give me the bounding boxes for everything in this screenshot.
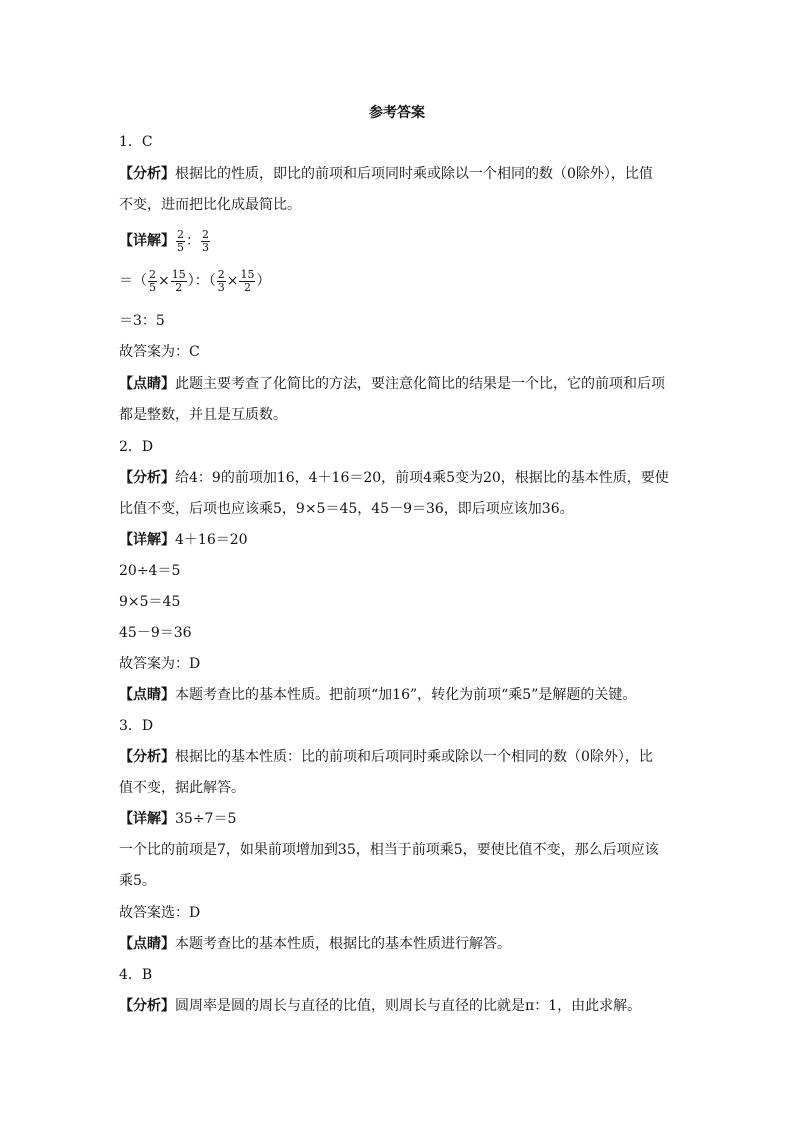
q1-detail-line-1: 【详解】 $\frac{2}{5}$ ： $\frac{2}{3}$ xyxy=(119,227,209,254)
detail-label: 【详解】 xyxy=(119,532,175,548)
fraction-2-3: $\frac{2}{3}$ xyxy=(217,267,225,294)
q4-number: 4．B xyxy=(119,967,153,983)
page-title: 参考答案 xyxy=(369,105,425,121)
detail-label: 【详解】 xyxy=(119,811,175,827)
fraction-2-3: $\frac{2}{3}$ xyxy=(202,227,209,254)
fraction-2-5: $\frac{2}{5}$ xyxy=(149,267,156,294)
analysis-label: 【分析】 xyxy=(119,998,175,1014)
q3-answer: 故答案选：D xyxy=(119,905,201,921)
q1-detail-line-2: ＝（ $\frac{2}{5}$ × $\frac{15}{2}$ ）：（ $\frac{2}{3}$ × $\frac{15}{2}$ ） xyxy=(119,267,271,294)
q3-detail-line-1: 【详解】35÷7＝5 xyxy=(119,811,237,827)
q2-analysis-line-1: 【分析】给4：9的前项加16，4＋16＝20，前项4乘5变为20，根据比的基本性质，要使 xyxy=(119,470,669,486)
comment-label: 【点睛】 xyxy=(119,936,175,952)
q3-comment-line-1: 【点睛】本题考查比的基本性质，根据比的基本性质进行解答。 xyxy=(119,936,511,952)
q3-analysis-line-1: 【分析】根据比的基本性质：比的前项和后项同时乘或除以一个相同的数（0除外），比 xyxy=(119,749,653,765)
analysis-label: 【分析】 xyxy=(119,749,175,765)
fraction-2-5: $\frac{2}{5}$ xyxy=(177,227,184,254)
comment-label: 【点睛】 xyxy=(119,376,175,392)
fraction-15-2: $\frac{15}{2}$ xyxy=(171,267,186,294)
q2-detail-line-2: 20÷4＝5 xyxy=(119,563,181,579)
q1-answer: 故答案为：C xyxy=(119,344,200,360)
analysis-label: 【分析】 xyxy=(119,470,175,486)
q2-number: 2．D xyxy=(119,439,154,455)
q2-analysis-line-2: 比值不变，后项也应该乘5，9×5＝45，45－9＝36，即后项应该加36。 xyxy=(119,501,574,517)
detail-label: 【详解】 xyxy=(119,233,175,249)
q1-comment-line-2: 都是整数，并且是互质数。 xyxy=(119,407,287,423)
q1-comment-line-1: 【点睛】此题主要考查了化简比的方法，要注意化简比的结果是一个比，它的前项和后项 xyxy=(119,376,665,392)
q4-analysis-line-1: 【分析】圆周率是圆的周长与直径的比值，则周长与直径的比就是π：1，由此求解。 xyxy=(119,998,642,1014)
q1-analysis-line-1: 【分析】根据比的性质，即比的前项和后项同时乘或除以一个相同的数（0除外），比值 xyxy=(119,166,653,182)
q3-number: 3．D xyxy=(119,718,154,734)
q3-detail-line-2: 一个比的前项是7，如果前项增加到35，相当于前项乘5，要使比值不变，那么后项应该 xyxy=(119,842,659,858)
q3-analysis-line-2: 值不变，据此解答。 xyxy=(119,780,245,796)
fraction-15-2: $\frac{15}{2}$ xyxy=(240,267,255,294)
q2-detail-line-4: 45－9＝36 xyxy=(119,625,192,641)
q2-detail-line-3: 9×5＝45 xyxy=(119,594,181,610)
q3-detail-line-3: 乘5。 xyxy=(119,873,156,889)
analysis-label: 【分析】 xyxy=(119,166,175,182)
q1-analysis-line-2: 不变，进而把比化成最简比。 xyxy=(119,197,301,213)
q2-comment-line-1: 【点睛】本题考查比的基本性质。把前项“加16”，转化为前项“乘5”是解题的关键。 xyxy=(119,687,637,703)
q1-number: 1．C xyxy=(119,134,153,150)
q2-answer: 故答案为：D xyxy=(119,656,201,672)
q1-detail-result: ＝3：5 xyxy=(119,313,165,329)
q2-detail-line-1: 【详解】4＋16＝20 xyxy=(119,532,248,548)
comment-label: 【点睛】 xyxy=(119,687,175,703)
